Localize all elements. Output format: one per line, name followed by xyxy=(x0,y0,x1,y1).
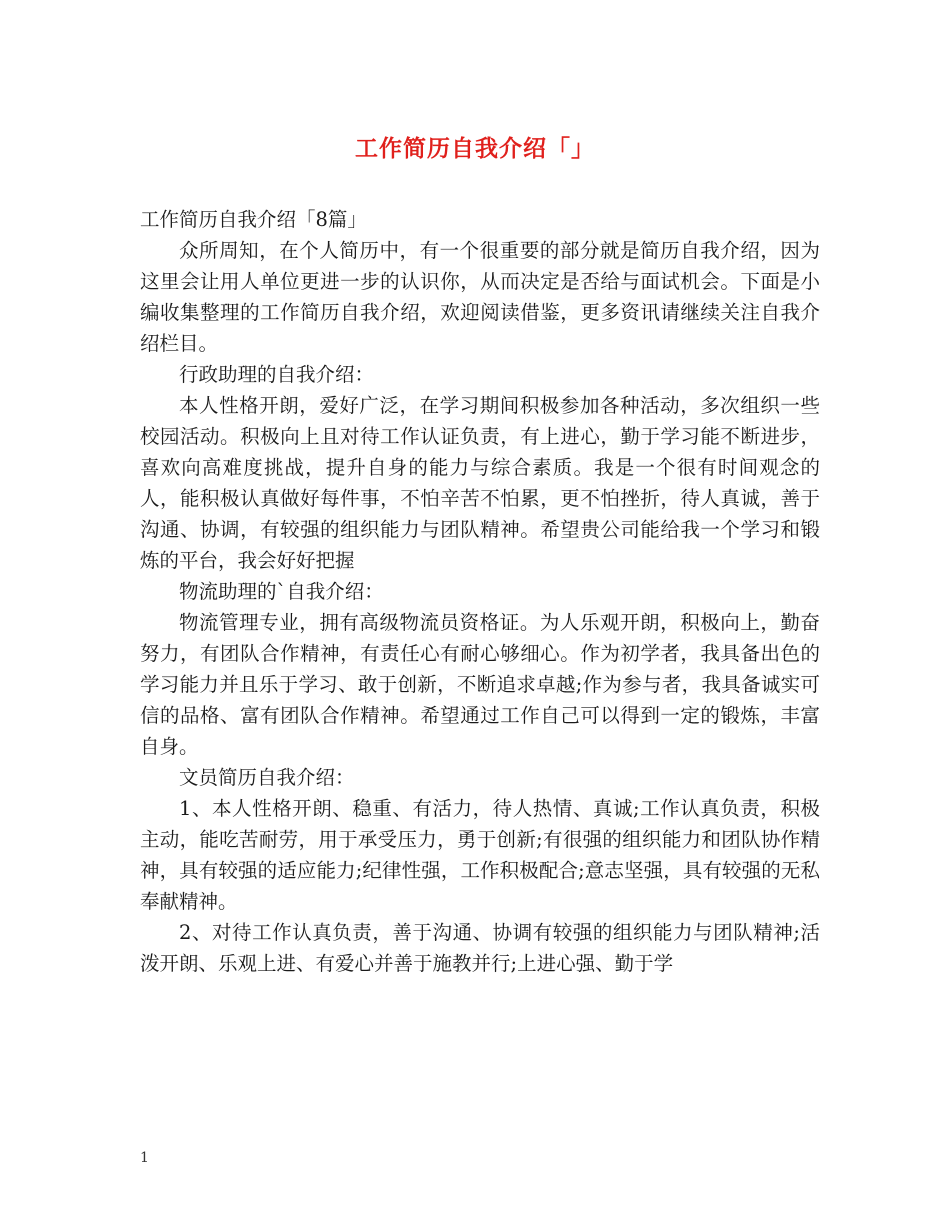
paragraph-intro: 众所周知，在个人简历中，有一个很重要的部分就是简历自我介绍，因为这里会让用人单位更进一步的认识你，从而决定是否给与面试机会。下面是小编收集整理的工作简历自我介绍，欢迎阅读借鉴，更多资讯请继续关注自我介绍栏目。 xyxy=(140,239,820,355)
paragraph-admin-assistant: 本人性格开朗，爱好广泛，在学习期间积极参加各种活动，多次组织一些校园活动。积极向上且对待工作认证负责，有上进心，勤于学习能不断进步，喜欢向高难度挑战，提升自身的能力与综合素质。我是一个很有时间观念的人，能积极认真做好每件事，不怕辛苦不怕累，更不怕挫折，待人真诚，善于沟通、协调，有较强的组织能力与团队精神。希望贵公司能给我一个学习和锻炼的平台，我会好好把握 xyxy=(140,394,820,572)
document-body xyxy=(140,204,820,979)
document-title: 工作简历自我介绍「」 xyxy=(355,136,595,162)
heading-admin-assistant: 行政助理的自我介绍： xyxy=(179,363,375,386)
heading-logistics-assistant: 物流助理的`自我介绍： xyxy=(179,580,384,603)
page-number: 1 xyxy=(140,1150,149,1166)
paragraph-clerk-1: 1、本人性格开朗、稳重、有活力，待人热情、真诚;工作认真负责，积极主动，能吃苦耐劳，用于承受压力，勇于创新;有很强的组织能力和团队协作精神，具有较强的适应能力;纪律性强，工作积极配合;意志坚强，具有较强的无私奉献精神。 xyxy=(140,797,820,913)
heading-clerk: 文员简历自我介绍： xyxy=(179,766,355,789)
paragraph-logistics-assistant: 物流管理专业，拥有高级物流员资格证。为人乐观开朗，积极向上，勤奋努力，有团队合作精神，有责任心有耐心够细心。作为初学者，我具备出色的学习能力并且乐于学习、敢于创新，不断追求卓越;作为参与者，我具备诚实可信的品格、富有团队合作精神。希望通过工作自己可以得到一定的锻炼，丰富自身。 xyxy=(140,611,820,758)
paragraph-clerk-2: 2、对待工作认真负责，善于沟通、协调有较强的组织能力与团队精神;活泼开朗、乐观上进、有爱心并善于施教并行;上进心强、勤于学 xyxy=(140,921,820,975)
paragraph-subtitle: 工作简历自我介绍「8篇」 xyxy=(140,208,367,231)
